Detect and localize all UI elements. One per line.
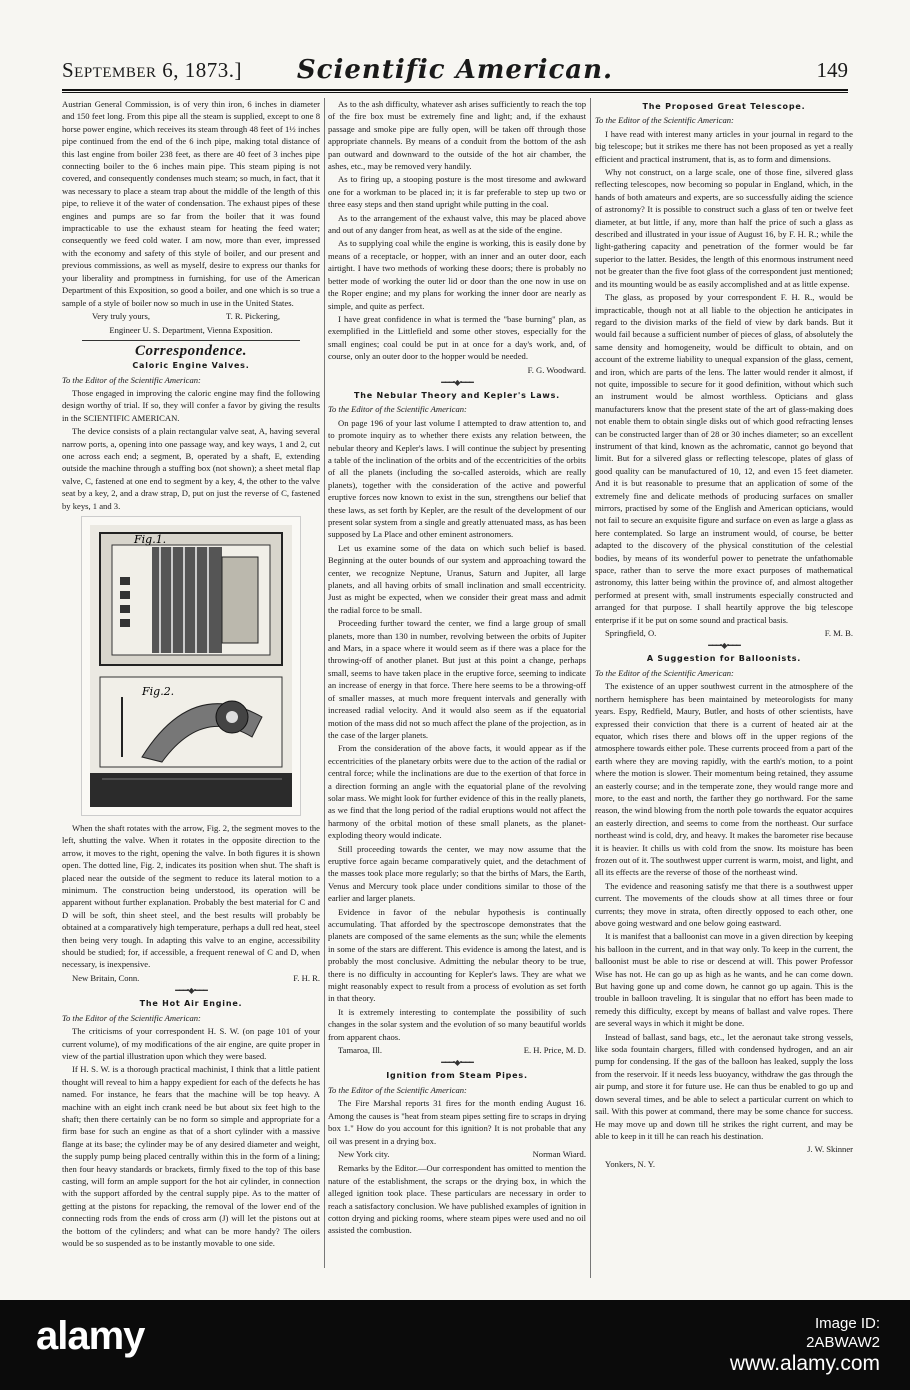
article-heading: A Suggestion for Balloonists. bbox=[646, 654, 802, 664]
letter-signature bbox=[595, 627, 853, 639]
ornament-divider: ━━━•◆•━━━ bbox=[175, 986, 207, 996]
paragraph: When the shaft rotates with the arrow, Fig. 2, the segment moves to the left, shutting the valve. When it rotates in the opposite direction to the arrow, it moves to the right, opening the valve. In both figures it is shown open. The dotted line, Fig. 2, indicates its position when shut. The shaft is placed near the outside of the segment to reduce its lateral motion to a minimum. The construction being understood, its operation will be apparent without further explanation. Probably the best material for C and D will be soft, thin sheet steel, and the best results will probably be obtained at a comparatively high temperature, perhaps a dull red heat, steel then being very tough. In adapting this valve to an engine, accessibility should be studied; for, if accessible, a frequent renewal of C and D, when necessary, is inexpensive. bbox=[62, 823, 320, 970]
paragraph: As to supplying coal while the engine is working, this is easily done by means of a receptacle, or hopper, with an inner and an outer door, each airtight. I have two methods of working these doors; there is probably no better mode of working the outer lid or door than the one now in use on the Roper engine; and my plans for working the inner door are nearly as simple, and quite as perfect. bbox=[328, 238, 586, 311]
paragraph: The Fire Marshal reports 31 fires for the month ending August 16. Among the causes is "heat from steam pipes setting fire to scraps in drying box 1." How do you account for this ignition? It is not probable that any oil was present in a drying box. bbox=[328, 1098, 586, 1146]
fig2-label: Fig.2. bbox=[142, 685, 175, 698]
divider-line bbox=[82, 340, 300, 341]
image-id-label: Image ID: bbox=[814, 1315, 880, 1332]
paragraph: Proceeding further toward the center, we find a large group of small planets, more than 130 in number, revolving between the orbits of Jupiter and Mars, in a space where it would seem as if there was a place for the throwing-off of another planet. But just at this point a change, perhaps small, seems to have taken place in the eruptive force, seeming to indicate an increase of energy in that force. There here seems to be a throwing-off of smaller masses, at much more frequent intervals and generally with increased radial velocity. And it would also seem as if the equatorial motion of the mass did not so much affect the plane of the projection, as in the case of the larger planets. bbox=[328, 618, 586, 740]
ornament-divider: ━━━•◆•━━━ bbox=[708, 641, 740, 651]
letter-signature bbox=[328, 1148, 586, 1160]
signature-place: Yonkers, N. Y. bbox=[605, 1158, 655, 1169]
signature-place: New York city. bbox=[338, 1148, 390, 1159]
paragraph: The evidence and reasoning satisfy me that there is a southwest upper current. The movements of the clouds show at all times three or four currents; they move in strata, often directly opposed to each other, one above going westward and one below going eastward. bbox=[595, 880, 853, 928]
column-2 bbox=[328, 98, 586, 1268]
paragraph: The criticisms of your correspondent H. S. W. (on page 101 of your current volume), of my modifications of the air engine, are quite proper in view of the partial illustration upon which they were based. bbox=[62, 1026, 320, 1061]
signature-name: F. H. R. bbox=[293, 972, 320, 983]
signature-name: E. H. Price, M. D. bbox=[523, 1045, 586, 1056]
valve-diagram bbox=[82, 517, 300, 815]
signature-name: F. G. Woodward. bbox=[527, 364, 586, 375]
valve-engraving bbox=[81, 516, 301, 816]
article-heading: The Hot Air Engine. bbox=[139, 999, 243, 1009]
ornament-divider: ━━━•◆•━━━ bbox=[441, 1058, 473, 1068]
paragraph: The device consists of a plain rectangular valve seat, A, having several narrow ports, a, opening into one passage way, and key ways, 1 and 2, cut one across each end; a segment, B, operated by a shaft, E, extending outside the machine through a stuffing box (not shown); a sheet metal flap valve, C, fastened at one end to segment by a key, 4, the other to the valve seat by a key, 2, and a draw strap, D, put on just the reverse of C, fastened by keys, 1 and 3. bbox=[62, 426, 320, 511]
masthead-rule bbox=[62, 89, 848, 91]
paragraph: Why not construct, on a large scale, one of those fine, silvered glass reflecting telescopes, now becoming so popular in England, which, in the hands of both amateurs and experts, are so successfully aiding the science of astronomy? It is possible to construct such a glass of ten or twelve feet diameter, at but little, if any, more than half the price of such a glass as described and illustrated in your issue of August 16, by F. H. R.; while the light-gathering capacity and penetration of the former would be far superior to the latter. Besides, the length of this enormous instrument need not be greater than the five foot glass of the correspondent just mentioned; and its mounting would be as easily accomplished and at as little expense. bbox=[595, 167, 853, 289]
salutation: To the Editor of the Scientific American: bbox=[328, 1084, 467, 1095]
paragraph: It is manifest that a balloonist can move in a given direction by keeping his balloon in the current, and in that way only. To keep in the current, the balloonist must be able to rise or descend at will. This power Professor Wise has not. He can go up as high as he wants, and he can come down. But having gone up and come down, he cannot go up again. This is the trouble in balloon traveling. It is singular that no effort has been made to remedy this difficulty, except by means of ballast and valve ropes. There are several ways in which it might be done. bbox=[595, 931, 853, 1029]
paragraph: From the consideration of the above facts, it would appear as if the eccentricities of the planetary orbits were due to the action of the radial or central force; while the inclinations are due to the exertion of that force in a direction forming an angle with the equatorial plane of the revolving solar mass. We might look for further evidence of this in the really planets, as we find that the long period of the radial eruptions would not affect the harmony of the orbital motion of these small planets, as the planet-exploding theory would indicate. bbox=[328, 743, 586, 841]
signature-place: Springfield, O. bbox=[605, 628, 657, 639]
paragraph: The glass, as proposed by your correspondent F. H. R., would be impracticable, though not at all liable to the objection he anticipates in regard to the division marks of the field of view by dark bands. But it would fail because a sufficient number of pieces of glass, of absolutely the same density and homogeneity, would be difficult to obtain, and on account of the extreme liability to unequal expansion of the glass, cement, and iron, which are parts of the lens. The latter would render it almost, if not quite, impossible to secure for it good definition, without which such an instrument would be almost worthless. Opticians and glass manufacturers know that the present state of the art of glass-making does not enable them to obtain single disks out of which good refracting lenses can be constructed larger than of 28 or 30 inches diameter; so an excellent instrument of that kind, known as the achromatic, cannot go beyond that limit. But for a silvered glass or reflecting telescope, plates of glass of good quality can be manufactured of 10, 12, and even 15 feet diameter. And it is but reasonable to presume that an application of some of the extremely fine and delicate methods of producing surfaces on smaller mirrors, practised by some of the English and American opticians, would not fail to secure an exquisite figure and surface on even as large a glass as here contemplated. So large an instrument would, of course, be better adapted to the discovery of the physical constitution of the celestial bodies, by means of its wonderful power to penetrate the unfathomable space, rather than to serve the more exact purposes of mathematical astronomy, this latter being within the province of, and almost altogether performed at present with, small instruments especially constructed and arranged for that purpose. I shall heartily approve the big telescope enterprise if it be put on some sound and practical basis. bbox=[595, 292, 853, 625]
article-heading: The Proposed Great Telescope. bbox=[642, 102, 806, 111]
section-title: Correspondence. bbox=[134, 342, 248, 359]
publication-title: Scientific American. bbox=[296, 55, 614, 85]
port bbox=[120, 619, 130, 627]
paragraph: The existence of an upper southwest current in the atmosphere of the northern hemisphere has been maintained by meteorologists for many years. Espy, Redfield, Maury, Butler, and hosts of other scientists, have expressed their conviction that there is a current of heated air at the equator, which rises there and blows off in the upper regions of the atmosphere towards either pole. These currents proceed from a part of the earth where they are moving rapidly, with the earth's motion, to a point where the motion is slower. Their momentum being retained, they assume an easterly course; and in the temperate zone, they would range more and more, to the east and north, the farther they go northward. For the same reason, the wind blowing from the north pole towards the equator acquires an easterly direction, and seems to come from the northeast. Our surface northeast wind is cold, dry, and heavy. It makes the barometer rise because it is heavier. It chills us with cold from the snow. Its moisture has been frozen out of it. The southwest upper current is warm, moist, and light, and all its effects are the reverse of those of the northeast wind. bbox=[595, 681, 853, 878]
paragraph: Those engaged in improving the caloric engine may find the following design worthy of trial. If so, they will confer a favor by giving the results in the SCIENTIFIC AMERICAN. bbox=[62, 387, 320, 423]
site-url: www.alamy.com bbox=[729, 1352, 880, 1375]
alamy-logo: alamy bbox=[36, 1314, 145, 1358]
column-divider bbox=[324, 98, 325, 1268]
salutation: To the Editor of the Scientific American: bbox=[595, 667, 734, 678]
signature-place: Tamaroa, Ill. bbox=[338, 1045, 383, 1056]
article-heading: The Nebular Theory and Kepler's Laws. bbox=[353, 390, 560, 400]
letter-signature bbox=[62, 972, 320, 984]
signature-name: J. W. Skinner bbox=[807, 1144, 853, 1155]
paragraph: Let us examine some of the data on which such belief is based. Beginning at the outer bounds of our system and approaching toward the center, we recognize Neptune, Uranus, Saturn and Jupiter, all large planets, and all having orbits of small inclination and small eccentricity. Just as might be expected, when we consider their great mass and admit the radial force to be small. bbox=[328, 542, 586, 615]
letter-signature bbox=[328, 1044, 586, 1056]
port bbox=[120, 577, 130, 585]
flap-valve-c bbox=[222, 557, 258, 643]
closing-line: Very truly yours, bbox=[92, 310, 150, 321]
masthead bbox=[62, 55, 848, 88]
engraving-base bbox=[90, 773, 292, 807]
paragraph: Austrian General Commission, is of very thin iron, 6 inches in diameter and 150 feet long. From this pipe all the steam is supplied, except to one 8 horse power engine, which receives its steam through 48 feet of 1½ inches pipe continued from the end of the 6 inch pipe, making total distance of this last engine from boiler 238 feet, as there are 40 feet of 3 inches pipe connecting boiler to the 6 inches main pipe. This steam piping is not covered, and consequently condenses much steam; so much, in fact, that it was necessary to place a steam trap about the middle of the length of this pipe, to relieve it of the water of condensation. The exhaust pipes of these engines and pumps are so far from the boiler that it was found impracticable to use the exhaust steam for heating the feed water; consequently we feed cold water. I am now, more than ever, impressed with the economy and safety of this style of boiler, and our present and previous commissions, as well as myself, desire to express our thanks for your liberality and promptness in furnishing, for use of the American Department of this Exposition, so good a boiler, and one which is so true a sample of a style of boiler now so much in use in the United States. bbox=[62, 99, 320, 308]
paragraph: Still proceeding towards the center, we may now assume that the eruptive force again became comparatively quiet, and the detachment of the masses took place more regularly; so that the births of Mars, the Earth, Venus and Mercury took place under conditions similar to those of the earlier and larger planets. bbox=[328, 843, 586, 904]
signature-name: Norman Wiard. bbox=[532, 1148, 586, 1159]
port bbox=[120, 605, 130, 613]
image-id-block bbox=[806, 1314, 880, 1352]
paragraph: Instead of ballast, sand bags, etc., let the aeronaut take strong vessels, like soda fountain chargers, filled with condensed hydrogen, and an air pump for condensing. If the gas of the balloon has leaked, supply the loss from the reservoir. If it needs less buoyancy, withdraw the gas through the air pump, and store it for future use. He can thus be enabled to go up and down several times, and be able to select a particular current on which to sail. With this power at command, there may be some chance for success. He may move up and down till he strikes the right current, and may be able to keep in it till he can reach his destination. bbox=[595, 1031, 853, 1141]
salutation: To the Editor of the Scientific American: bbox=[62, 374, 201, 385]
salutation: To the Editor of the Scientific American: bbox=[595, 115, 734, 126]
salutation: To the Editor of the Scientific American: bbox=[62, 1012, 201, 1023]
stock-photo-banner bbox=[0, 1300, 910, 1390]
paragraph: As to firing up, a stooping posture is the most tiresome and awkward one for a workman to be placed in; it is far preferable to step up two or three easy steps and then stand upright while putting in the coal. bbox=[328, 174, 586, 210]
paragraph: Evidence in favor of the nebular hypothesis is continually accumulating. That afforded by the spectroscope demonstrates that the planets are composed of the same elements as the sun; while the elements in some of the stars are different. This evidence is among the latest, and is probably the most conclusive. Admitting the nebular theory to be true, there is no difficulty in accounting for Kepler's laws. They are what we might reasonably expect to result from a process of evolution as set forth in that theory. bbox=[328, 906, 586, 1004]
masthead-rule-thin bbox=[62, 92, 848, 93]
signature-name: F. M. B. bbox=[824, 628, 853, 639]
fig1-label: Fig.1. bbox=[134, 533, 167, 546]
editor-remarks: Remarks by the Editor.—Our correspondent has omitted to mention the nature of the establishment, the scraps or the drying box, in which the alleged ignition took place. These particulars are necessary in order to reach a satisfactory conclusion. We have published examples of ignition in cotton drying and picking rooms, where steam pipes were used and no oil assisted the combustion. bbox=[328, 1163, 586, 1236]
column-3 bbox=[595, 98, 853, 1278]
salutation: To the Editor of the Scientific American: bbox=[328, 404, 467, 415]
article-heading: Caloric Engine Valves. bbox=[132, 361, 250, 371]
column-1 bbox=[62, 98, 320, 1268]
paragraph: On page 196 of your last volume I attempted to draw attention to, and to promote inquiry as to whether there exists any relation between, the nebular theory and Kepler's laws. I will continue the subject by presenting a table of the inclination of the orbits and of the eccentricities of the orbits of all the planets (including the so-called asteroids, which are really planets), together with the consideration of the active and powerful eruptive forces now known to exist in the sun, strengthens our belief that these laws, as set forth by Kepler, are the result of the development of our present solar system from a single and greatly attenuated mass, as has been supposed by La Place and other eminent astronomers. bbox=[328, 417, 586, 540]
port bbox=[120, 591, 130, 599]
paragraph: I have read with interest many articles in your journal in regard to the big telescope; but it strikes me there has not been proposed as yet a really efficient and practical instrument, that is, as to form and dimensions. bbox=[595, 128, 853, 164]
signature-title: Engineer U. S. Department, Vienna Exposition. bbox=[109, 325, 273, 336]
signature-place: New Britain, Conn. bbox=[72, 972, 140, 983]
issue-date: September 6, 1873.] bbox=[62, 58, 243, 82]
signature-name: T. R. Pickering, bbox=[225, 310, 280, 321]
ornament-divider: ━━━•◆•━━━ bbox=[441, 377, 473, 387]
paragraph: It is extremely interesting to contemplate the possibility of such changes in the solar system and the evolution of so many beautiful worlds from apparent chaos. bbox=[328, 1006, 586, 1042]
letter-signature bbox=[595, 1143, 853, 1155]
paragraph: I have great confidence in what is termed the "base burning" plan, as exemplified in the Littlefield and some other stoves, especially for the small engines; coal could be put in at once for a day's work, and, of course, only an outer door to the hopper would be needed. bbox=[328, 313, 586, 362]
letter-signature bbox=[328, 364, 586, 376]
segment-b bbox=[152, 547, 222, 653]
paragraph: As to the ash difficulty, whatever ash arises sufficiently to reach the top of the fire box must be extremely fine and light; and, if the exhaust passage and smoke pipe are fully open, will be taken off through those appropriate channels. By means of a conduit from the bottom of the ash pan outward and downward to the outside of the hot air chamber, the ashes, etc., may be removed very handily. bbox=[328, 99, 586, 172]
paragraph: As to the arrangement of the exhaust valve, this may be placed above and out of any danger from heat, as well as at the side of the engine. bbox=[328, 212, 586, 236]
paragraph: If H. S. W. is a thorough practical machinist, I think that a little patient thought will reveal to him a happy expedient for each of the defects he has named. For instance, he fears that the machine will be top heavy. A machine with an eight inch crank need be but about six feet high to the shaft; then there certainly can be no form so simple and appropriate for a firm base for such an engine as that of a short cylinder with a massive flange at its base; the cylinder may be of any desired diameter and weight, the supply pump being placed centrally within this in the form of a lining; then four heavy standards or brackets, firmly fixed to the top of this base casting, will form an ample support for the hot air cylinder, in connection with the support afforded by the central supply pipe. As to the matter of getting at the pistons for repacking, the removal of the lower end of the connecting rods from the ends of cross arm (J) will let the pistons out at the bottom of the cylinders; and what can be more handy? The oilers would be so suspended as to be instantly movable to one side. bbox=[62, 1064, 320, 1248]
article-heading: Ignition from Steam Pipes. bbox=[386, 1071, 528, 1081]
letter-closing bbox=[62, 310, 320, 337]
page-number: 149 bbox=[816, 58, 848, 82]
image-id: 2ABWAW2 bbox=[806, 1334, 880, 1351]
column-divider bbox=[590, 98, 591, 1278]
